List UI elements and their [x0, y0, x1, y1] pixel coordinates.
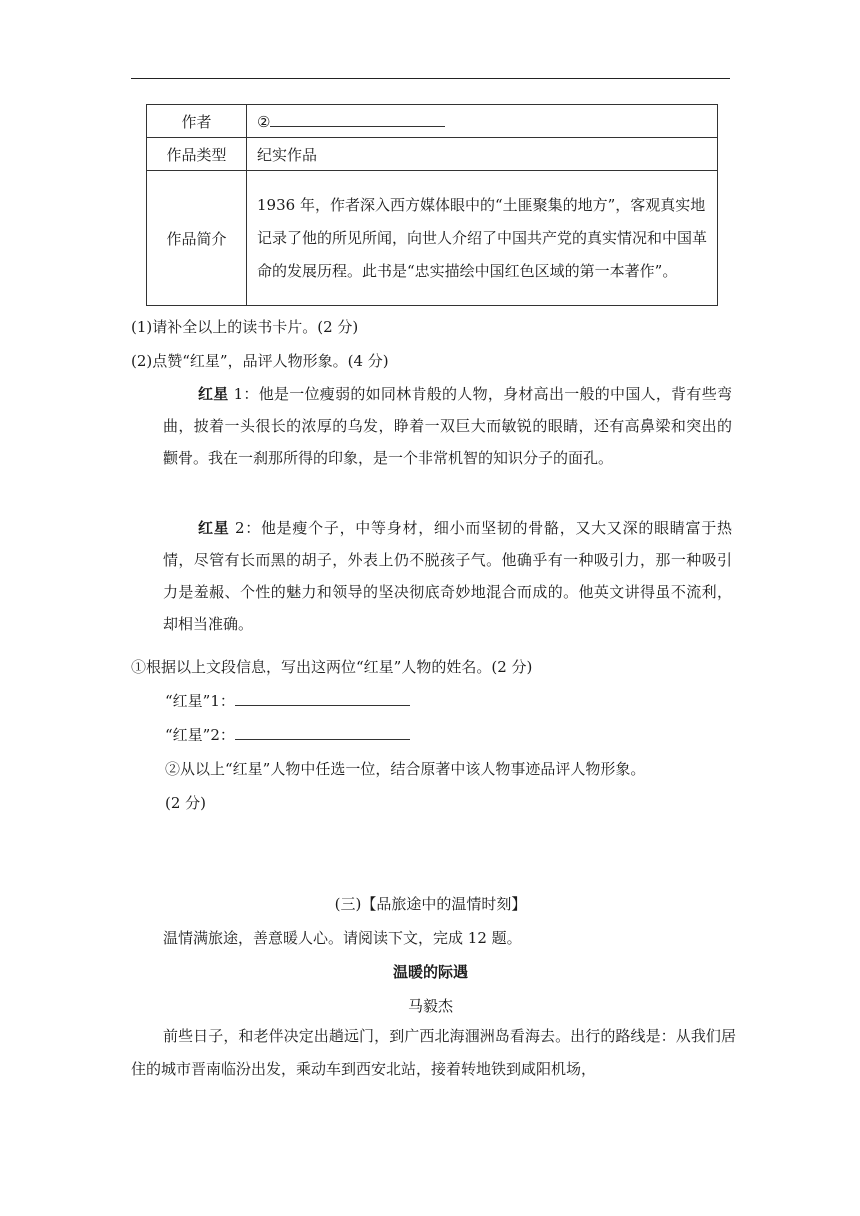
fill-blank-2[interactable]	[235, 725, 410, 740]
card-value-intro: 1936 年，作者深入西方媒体眼中的“土匪聚集的地方”，客观真实地记录了他的所见所闻，向世人介绍了中国共产党的真实情况和中国革命的发展历程。此书是“忠实描绘中国红色区域的第一本著作”。	[247, 171, 718, 306]
fill-label-1: “红星”1：	[165, 692, 235, 710]
fill-line-2	[165, 724, 410, 745]
card-row-intro	[147, 171, 718, 306]
fill-blank-1[interactable]	[235, 691, 410, 706]
sub-question-2-line2: (2 分)	[165, 794, 207, 812]
header-rule	[131, 78, 730, 79]
red-star-1-text: 1：他是一位瘦弱的如同林肯般的人物，身材高出一般的中国人，背有些弯曲，披着一头很长的浓厚的乌发，睁着一双巨大而敏锐的眼睛，还有高鼻梁和突出的颧骨。我在一刹那所得的印象，是一个非常机智的知识分子的面孔。	[163, 385, 732, 467]
question-1: (1)请补全以上的读书卡片。(2 分)	[131, 318, 359, 336]
story-author: 马毅杰	[407, 997, 453, 1015]
card-row-type	[147, 138, 718, 171]
section-3-heading: (三)【品旅途中的温情时刻】	[334, 895, 527, 913]
red-star-1-lead: 红星	[198, 385, 229, 403]
fill-label-2: “红星”2：	[165, 726, 235, 744]
red-star-2-paragraph	[163, 512, 732, 640]
card-label-intro: 作品简介	[147, 171, 247, 306]
red-star-2-lead: 红星	[198, 519, 230, 537]
author-blank-number: ②	[257, 112, 271, 131]
story-title: 温暖的际遇	[392, 963, 468, 981]
question-2: (2)点赞“红星”，品评人物形象。(4 分)	[131, 352, 389, 370]
red-star-1-paragraph	[163, 378, 732, 474]
card-value-type: 纪实作品	[247, 138, 718, 171]
section-3-intro: 温情满旅途，善意暖人心。请阅读下文，完成 12 题。	[163, 929, 522, 947]
story-body: 前些日子，和老伴决定出趟远门，到广西北海涠洲岛看海去。出行的路线是：从我们居住的城市晋南临汾出发，乘动车到西安北站，接着转地铁到咸阳机场，	[131, 1027, 736, 1078]
sub-question-2-line1: ②从以上“红星”人物中任选一位，结合原著中该人物事迹品评人物形象。	[165, 760, 646, 778]
card-value-author	[247, 105, 718, 138]
card-row-author	[147, 105, 718, 138]
red-star-2-text: 2：他是瘦个子，中等身材，细小而坚韧的骨骼，又大又深的眼睛富于热情，尽管有长而黑的胡子，外表上仍不脱孩子气。他确乎有一种吸引力，那一种吸引力是羞赧、个性的魅力和领导的坚决彻底奇妙地混合而成的。他英文讲得虽不流利，却相当准确。	[163, 519, 732, 633]
card-label-author: 作者	[147, 105, 247, 138]
card-label-type: 作品类型	[147, 138, 247, 171]
sub-question-1: ①根据以上文段信息，写出这两位“红星”人物的姓名。(2 分)	[131, 658, 533, 676]
author-blank[interactable]	[270, 112, 445, 127]
reading-card-table	[146, 104, 718, 306]
fill-line-1	[165, 690, 410, 711]
